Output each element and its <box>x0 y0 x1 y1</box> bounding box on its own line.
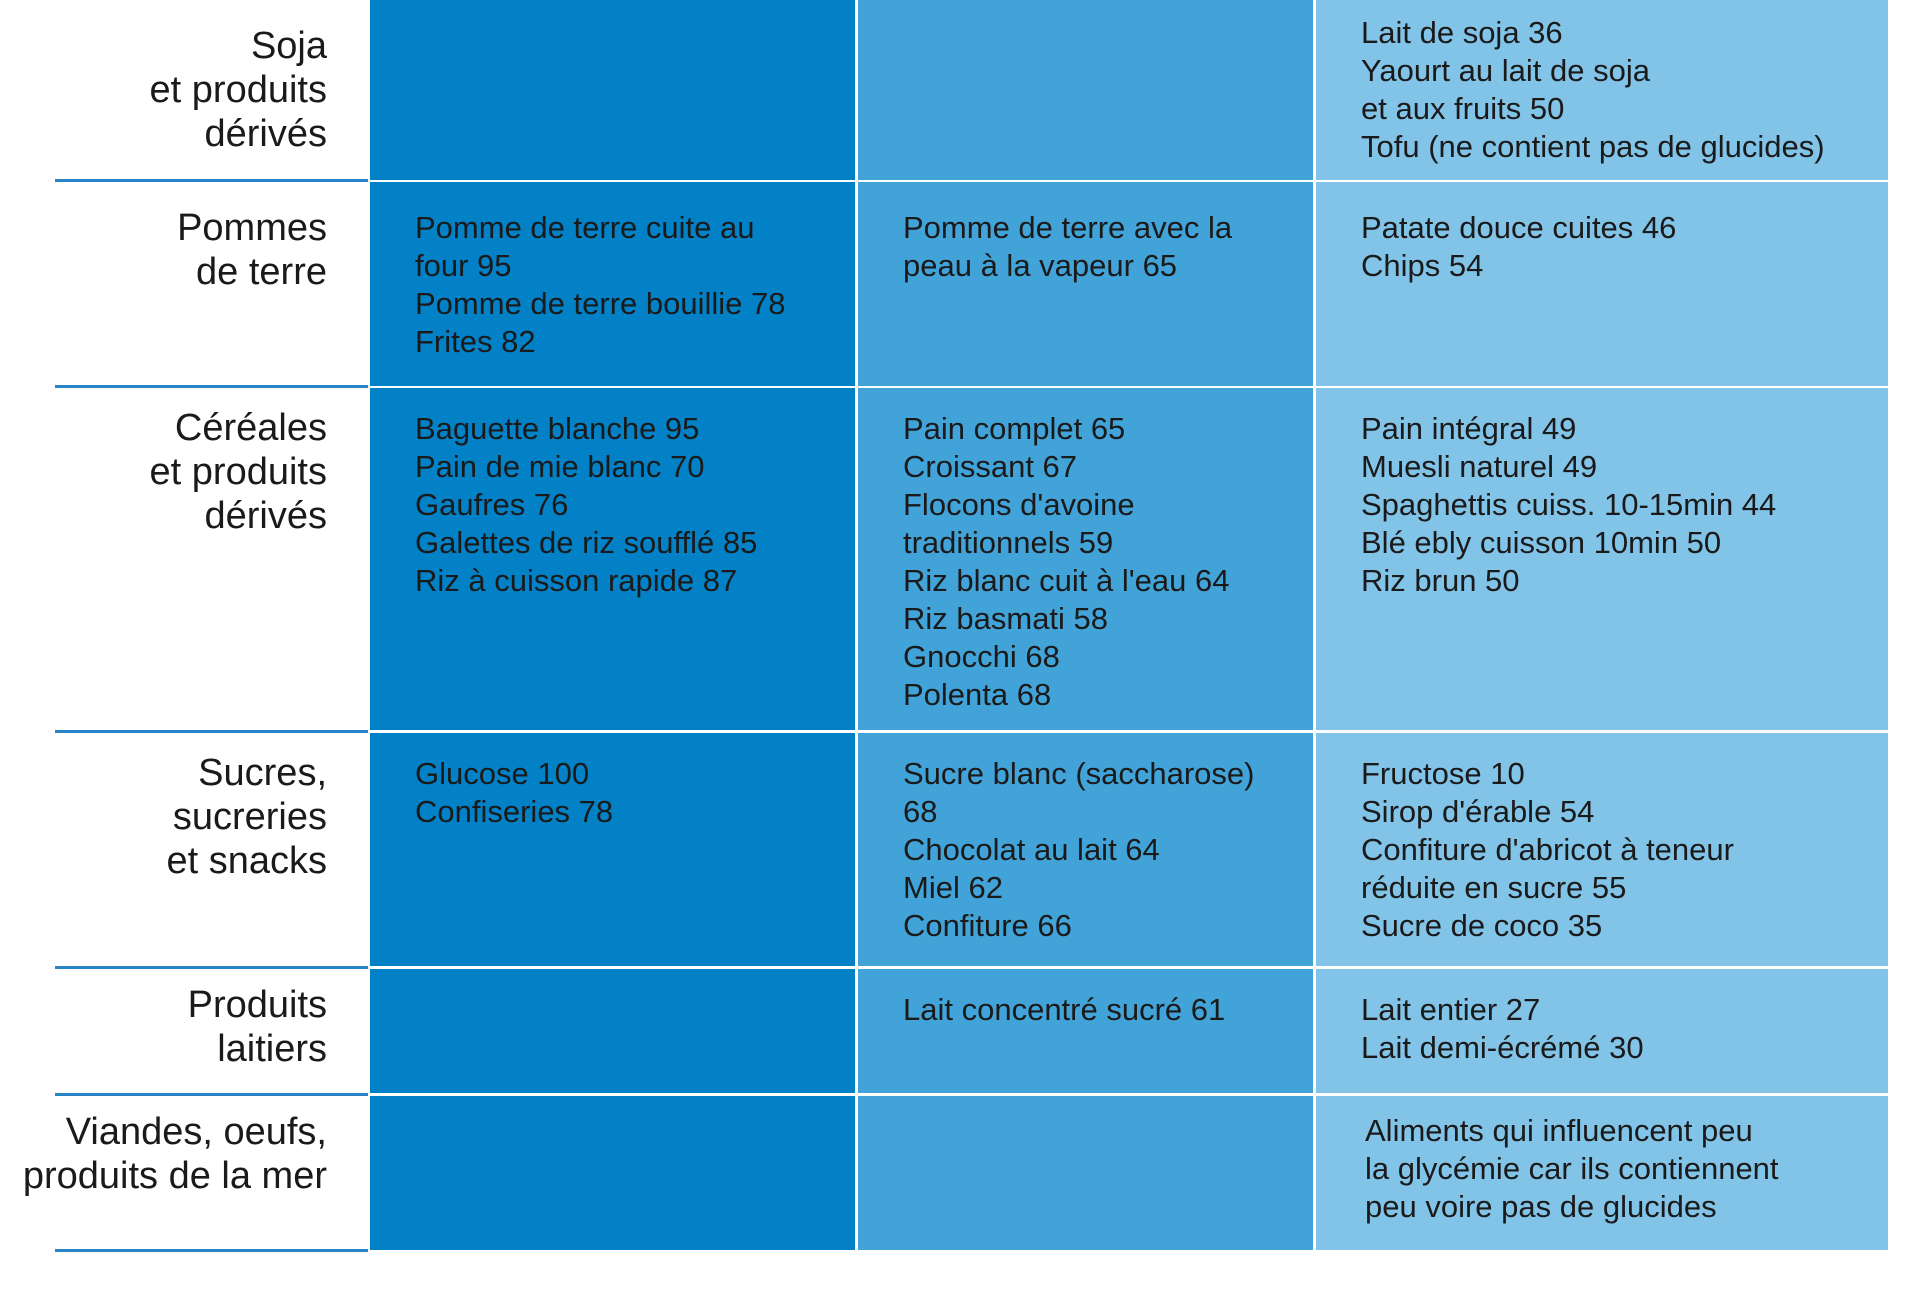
cell-low-gi-soja <box>1316 0 1888 180</box>
cell-text: Glucose 100 Confiseries 78 <box>415 756 614 829</box>
cell-medium-gi-viandes <box>858 1096 1313 1250</box>
row-divider <box>55 1249 368 1252</box>
row-label-produits-laitiers: Produits laitiers <box>187 984 327 1070</box>
cell-text: Pomme de terre cuite au four 95 Pomme de terre bouillie 78 Frites 82 <box>415 210 786 359</box>
table-row-viandes <box>0 1096 1920 1250</box>
cell-low-gi-cereales <box>1316 388 1888 730</box>
cell-low-gi-produits-laitiers <box>1316 969 1888 1093</box>
cell-text: Aliments qui influencent peu la glycémie car ils contiennent peu voire pas de glucides <box>1365 1113 1779 1224</box>
cell-high-gi-viandes <box>370 1096 855 1250</box>
cell-high-gi-cereales <box>370 388 855 730</box>
cell-high-gi-soja <box>370 0 855 180</box>
table-row-pommes-de-terre <box>0 182 1920 386</box>
cell-text: Sucre blanc (saccharose) 68 Chocolat au lait 64 Miel 62 Confiture 66 <box>903 756 1255 943</box>
cell-low-gi-pommes-de-terre <box>1316 182 1888 386</box>
cell-medium-gi-pommes-de-terre <box>858 182 1313 386</box>
cell-text: Pain complet 65 Croissant 67 Flocons d'avoine traditionnels 59 Riz blanc cuit à l'eau 64 Riz basmati 58 Gnocchi 68 Polenta 68 <box>903 411 1230 712</box>
cell-medium-gi-soja <box>858 0 1313 180</box>
cell-high-gi-sucres <box>370 733 855 966</box>
cell-low-gi-sucres <box>1316 733 1888 966</box>
cell-text: Baguette blanche 95 Pain de mie blanc 70 Gaufres 76 Galettes de riz soufflé 85 Riz à cuisson rapide 87 <box>415 411 758 598</box>
cell-text: Fructose 10 Sirop d'érable 54 Confiture d'abricot à teneur réduite en sucre 55 Sucre de coco 35 <box>1361 756 1734 943</box>
row-label-soja: Soja et produits dérivés <box>149 25 327 155</box>
cell-text: Lait de soja 36 Yaourt au lait de soja et aux fruits 50 Tofu (ne contient pas de glucides) <box>1361 15 1825 164</box>
cell-high-gi-pommes-de-terre <box>370 182 855 386</box>
cell-low-gi-viandes <box>1316 1096 1888 1250</box>
row-label-pommes-de-terre: Pommes de terre <box>177 207 327 293</box>
cell-medium-gi-sucres <box>858 733 1313 966</box>
cell-text: Pain intégral 49 Muesli naturel 49 Spaghettis cuiss. 10-15min 44 Blé ebly cuisson 10min 50 Riz brun 50 <box>1361 411 1777 598</box>
cell-text: Lait entier 27 Lait demi-écrémé 30 <box>1361 992 1644 1065</box>
cell-text: Pomme de terre avec la peau à la vapeur 65 <box>903 210 1233 283</box>
table-row-produits-laitiers <box>0 969 1920 1093</box>
cell-high-gi-produits-laitiers <box>370 969 855 1093</box>
row-label-cereales: Céréales et produits dérivés <box>149 407 327 537</box>
table-row-cereales <box>0 388 1920 730</box>
cell-medium-gi-cereales <box>858 388 1313 730</box>
cell-medium-gi-produits-laitiers <box>858 969 1313 1093</box>
cell-text: Patate douce cuites 46 Chips 54 <box>1361 210 1677 283</box>
table-row-sucres <box>0 733 1920 966</box>
table-row-soja <box>0 0 1920 180</box>
cell-text: Lait concentré sucré 61 <box>903 992 1226 1027</box>
row-label-sucres: Sucres, sucreries et snacks <box>166 752 327 882</box>
row-label-viandes: Viandes, oeufs, produits de la mer <box>22 1111 327 1197</box>
